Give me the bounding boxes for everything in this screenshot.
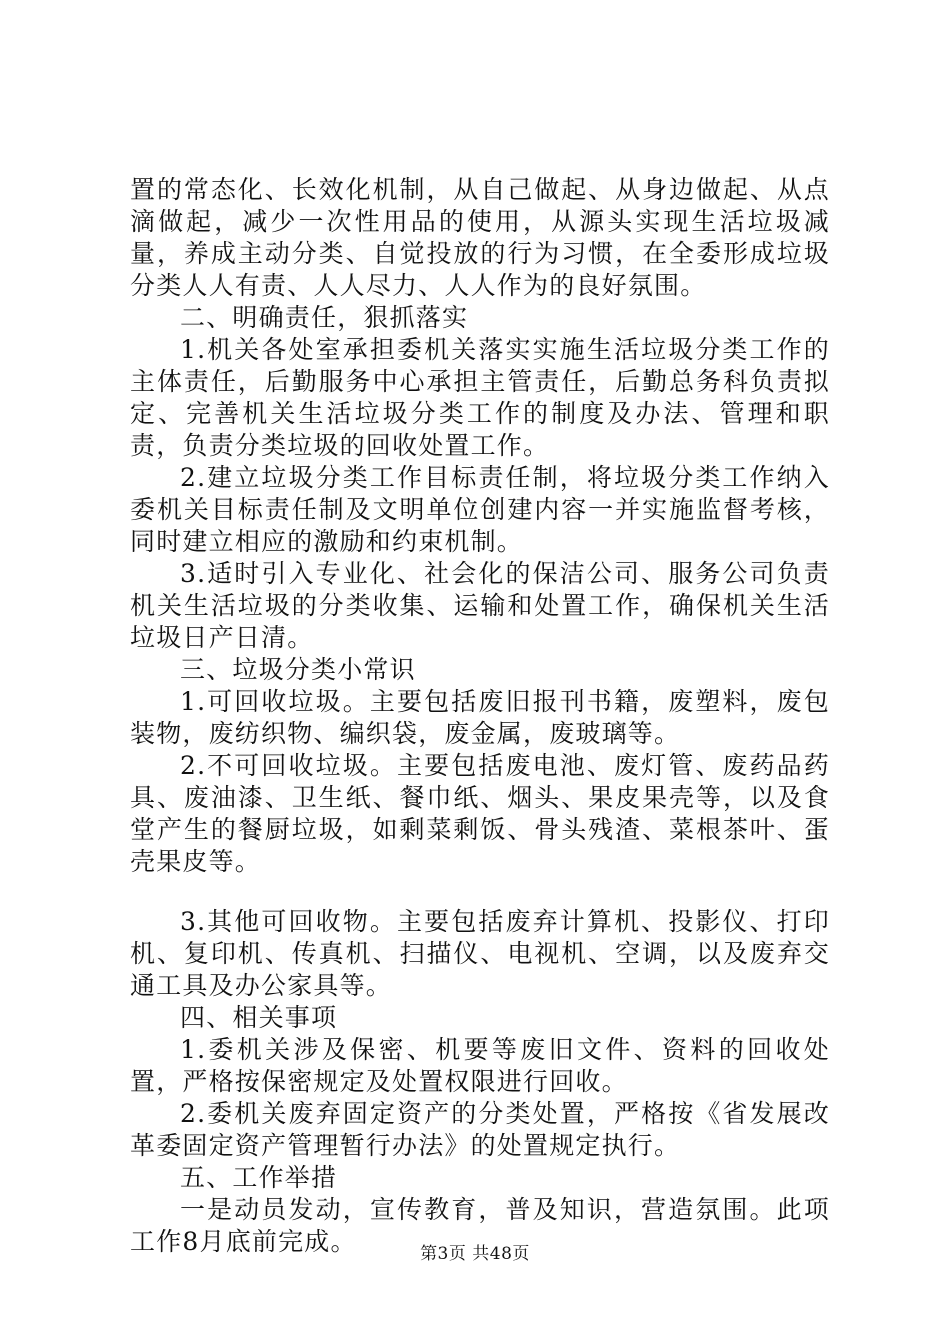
section-heading-3: 三、垃圾分类小常识 — [180, 655, 416, 684]
page-footer: 第3页 共48页 — [420, 1244, 530, 1264]
paragraph: 1.机关各处室承担委机关落实实施生活垃圾分类工作的主体责任，后勤服务中心承担主管责任，后勤总务科负责拟定、完善机关生活垃圾分类工作的制度及办法、管理和职责，负责分类垃圾的回收处置工作。 — [130, 335, 830, 460]
paragraph-gap — [130, 878, 830, 906]
document-body — [130, 174, 830, 1258]
paragraph: 1.可回收垃圾。主要包括废旧报刊书籍，废塑料，废包装物，废纺织物、编织袋，废金属，废玻璃等。 — [130, 687, 830, 748]
section-heading-2: 二、明确责任，狠抓落实 — [180, 303, 469, 332]
paragraph: 2.委机关废弃固定资产的分类处置，严格按《省发展改革委固定资产管理暂行办法》的处置规定执行。 — [130, 1099, 830, 1160]
paragraph: 3.适时引入专业化、社会化的保洁公司、服务公司负责机关生活垃圾的分类收集、运输和处置工作，确保机关生活垃圾日产日清。 — [130, 559, 830, 652]
section-heading-4: 四、相关事项 — [180, 1003, 338, 1032]
paragraph-continuation: 置的常态化、长效化机制，从自己做起、从身边做起、从点滴做起，减少一次性用品的使用，从源头实现生活垃圾减量，养成主动分类、自觉投放的行为习惯，在全委形成垃圾分类人人有责、人人尽力、人人作为的良好氛围。 — [130, 175, 830, 300]
paragraph: 3.其他可回收物。主要包括废弃计算机、投影仪、打印机、复印机、传真机、扫描仪、电视机、空调，以及废弃交通工具及办公家具等。 — [130, 907, 830, 1000]
paragraph: 一是动员发动，宣传教育，普及知识，营造氛围。此项工作8月底前完成。 — [130, 1195, 830, 1256]
paragraph: 2.建立垃圾分类工作目标责任制，将垃圾分类工作纳入委机关目标责任制及文明单位创建内容一并实施监督考核，同时建立相应的激励和约束机制。 — [130, 463, 830, 556]
paragraph: 2.不可回收垃圾。主要包括废电池、废灯管、废药品药具、废油漆、卫生纸、餐巾纸、烟头、果皮果壳等，以及食堂产生的餐厨垃圾，如剩菜剩饭、骨头残渣、菜根茶叶、蛋壳果皮等。 — [130, 751, 830, 876]
paragraph: 1.委机关涉及保密、机要等废旧文件、资料的回收处置，严格按保密规定及处置权限进行回收。 — [130, 1035, 830, 1096]
section-heading-5: 五、工作举措 — [180, 1163, 338, 1192]
